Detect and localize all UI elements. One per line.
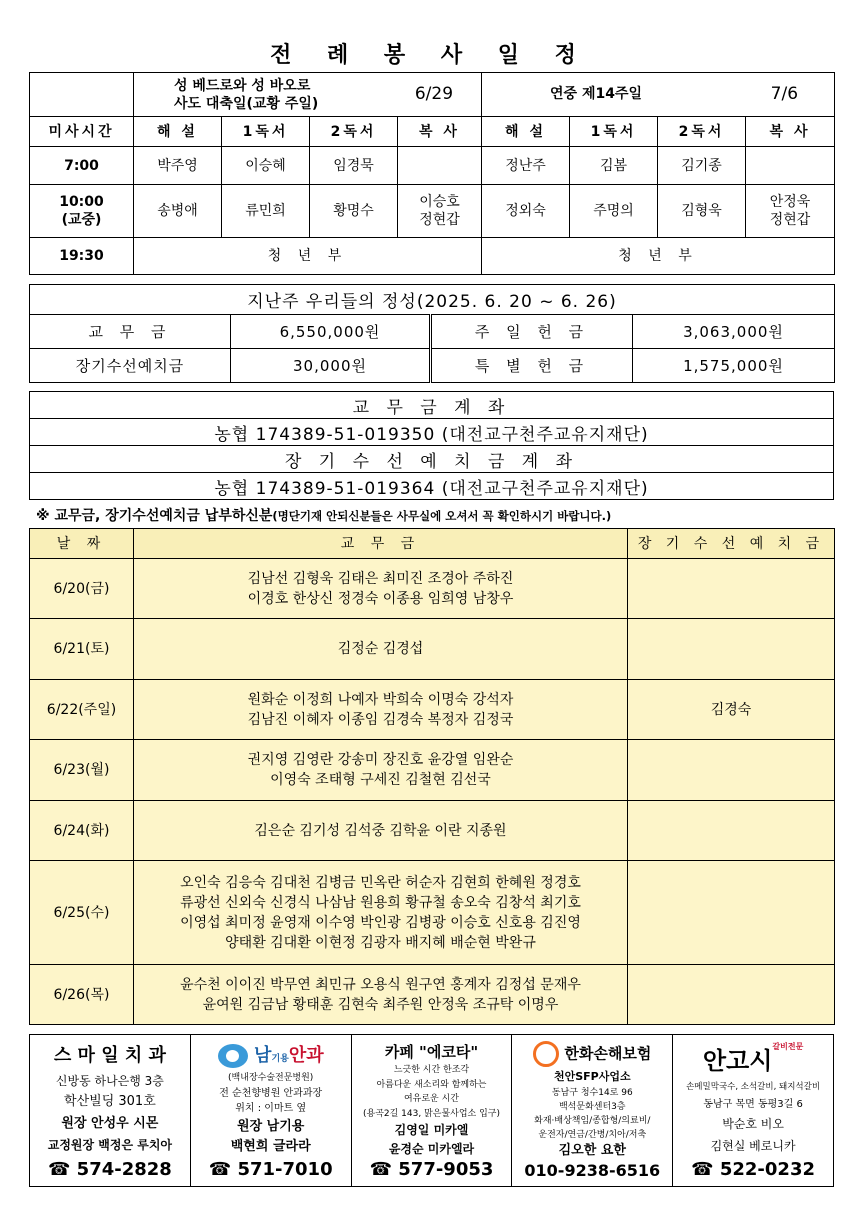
server-name: 이승호 정현갑 — [398, 185, 482, 238]
payment-row — [30, 861, 835, 965]
server-name: 류민희 — [222, 185, 310, 238]
ad-line: 학산빌딩 301호 — [64, 1094, 156, 1110]
server-name: 김형욱 — [658, 185, 746, 238]
ad-smile-dental — [30, 1035, 191, 1186]
schedule-week-row — [30, 73, 835, 117]
ad-line: 교정원장 백정은 루치아 — [47, 1138, 173, 1153]
ad-line: 전 순천향병원 안과과장 — [219, 1087, 323, 1099]
server-name — [398, 147, 482, 185]
ad-angosi-restaurant — [673, 1035, 833, 1186]
offering-value: 1,575,000원 — [633, 349, 835, 383]
week1-name-line2: 사도 대축일(교황 주일) — [174, 95, 319, 112]
youth-group-cell: 청 년 부 — [482, 238, 835, 275]
mass-time: 7:00 — [30, 147, 134, 185]
server-name: 정외숙 — [482, 185, 570, 238]
mass-time-line2: (교중) — [61, 212, 102, 228]
schedule-row — [30, 185, 835, 238]
page-title: 전 례 봉 사 일 정 — [270, 43, 590, 68]
schedule-row — [30, 147, 835, 185]
offering-label: 특 별 헌 금 — [431, 349, 633, 383]
ad-line: 원장 남기용 — [237, 1119, 305, 1135]
header-dues: 교 무 금 — [134, 529, 628, 559]
phone-icon: ☎ — [369, 1158, 392, 1180]
ad-line: 동남구 목면 동평3길 6 — [703, 1098, 803, 1110]
youth-group-cell: 청 년 부 — [134, 238, 482, 275]
ad-nam-eye-clinic — [191, 1035, 352, 1186]
payment-note-main: ※ 교무금, 장기수선예치금 납부하신분 — [36, 508, 273, 524]
header-repair-fund: 장 기 수 선 예 치 금 — [628, 529, 835, 559]
payments-table — [29, 528, 835, 1025]
repair-fund-names — [628, 861, 835, 965]
header-reading2: 2독서 — [310, 117, 398, 147]
offering-value: 3,063,000원 — [633, 315, 835, 349]
account-title: 장 기 수 선 예 치 금 계 좌 — [30, 446, 834, 473]
payment-names — [134, 559, 628, 619]
names-line: 김은순 김기성 김석중 김학윤 이란 지종원 — [254, 822, 507, 839]
ad-name: 스 마 일 치 과 — [53, 1045, 166, 1066]
ad-name: 남기용안과 — [193, 1041, 349, 1068]
ad-hanwha-insurance — [512, 1035, 673, 1186]
eye-logo-icon — [218, 1044, 248, 1068]
offering-row — [30, 315, 835, 349]
repair-fund-names — [628, 740, 835, 801]
names-line: 이영섭 최미정 윤영재 이수영 박인광 김병광 이승호 신호용 김진영 — [180, 914, 581, 931]
header-reading1: 1독서 — [222, 117, 310, 147]
phone-icon: ☎ — [691, 1158, 714, 1180]
names-line: 김정순 김경섭 — [337, 641, 424, 657]
offering-table — [29, 284, 835, 383]
accounts-table — [29, 391, 834, 500]
offering-label: 주 일 헌 금 — [431, 315, 633, 349]
server-name: 정난주 — [482, 147, 570, 185]
ad-phone: ☎ 577-9053 — [369, 1158, 494, 1180]
ad-line: 박순호 비오 — [722, 1117, 784, 1132]
payment-note-sub: (명단기재 안되신분들은 사무실에 오셔서 꼭 확인하시기 바랍니다.) — [272, 509, 612, 523]
ad-line: 화재·배상책임/종합형/의료비/ — [534, 1116, 651, 1126]
names-line: 윤여원 김금남 황태훈 김현숙 최주원 안정욱 조규탁 이명우 — [202, 996, 559, 1013]
payment-row — [30, 559, 835, 619]
empty-cell — [30, 73, 134, 117]
server-name: 박주영 — [134, 147, 222, 185]
ad-line: 윤경순 미카엘라 — [388, 1141, 475, 1156]
header-commentary: 해 설 — [134, 117, 222, 147]
offering-value: 6,550,000원 — [231, 315, 431, 349]
ad-cafe-ecota — [352, 1035, 513, 1186]
server-name: 안정욱 정현갑 — [746, 185, 835, 238]
account-title: 교 무 금 계 좌 — [30, 392, 834, 419]
ad-line: 백현희 글라라 — [230, 1139, 311, 1155]
offering-label: 장기수선예치금 — [30, 349, 231, 383]
week1-name-line1: 성 베드로와 성 바오로 — [174, 77, 311, 94]
names-line: 김남선 김형욱 김태은 최미진 조경아 주하진 — [247, 570, 514, 587]
ad-phone: 010-9238-6516 — [524, 1161, 661, 1180]
week2-cell — [482, 73, 835, 117]
names-line: 오인숙 김응숙 김대천 김병금 민옥란 허순자 김현희 한혜원 정경호 — [180, 874, 581, 891]
ad-name: 안고시$^{갈비전문}$ — [702, 1041, 804, 1075]
names-line: 류광선 신외숙 신경식 나삼남 원용희 황규철 송오숙 김창석 최기호 — [180, 894, 581, 911]
names-line: 이경호 한상신 정경숙 이종용 임희영 남창우 — [247, 590, 514, 607]
header-mass-time: 미사시간 — [30, 117, 134, 147]
repair-fund-names — [628, 801, 835, 861]
header-server: 복 사 — [746, 117, 835, 147]
mass-time: 19:30 — [30, 238, 134, 275]
server-name: 김봄 — [570, 147, 658, 185]
names-line: 권지영 김영란 강송미 장진호 윤강열 임완순 — [247, 752, 514, 768]
offering-value: 30,000원 — [231, 349, 431, 383]
ad-name: 카페 "에코타" — [384, 1043, 479, 1061]
server-name: 황명수 — [310, 185, 398, 238]
payment-row — [30, 801, 835, 861]
sponsor-ads — [29, 1034, 834, 1187]
repair-fund-names — [628, 619, 835, 680]
header-date: 날 짜 — [30, 529, 134, 559]
payment-row — [30, 965, 835, 1025]
payment-date: 6/23(월) — [30, 740, 134, 801]
offering-title: 지난주 우리들의 정성(2025. 6. 20 ~ 6. 26) — [30, 285, 835, 315]
payment-date: 6/24(화) — [30, 801, 134, 861]
server-name: 이승혜 — [222, 147, 310, 185]
week1-date: 6/29 — [414, 84, 454, 104]
repair-fund-names — [628, 965, 835, 1025]
phone-icon: ☎ — [47, 1158, 71, 1180]
payment-names — [134, 619, 628, 680]
header-reading2: 2독서 — [658, 117, 746, 147]
payment-date: 6/20(금) — [30, 559, 134, 619]
ad-name: 한화손해보험 — [514, 1041, 670, 1067]
ad-phone: ☎ 574-2828 — [47, 1158, 172, 1180]
ad-phone: ☎ 522-0232 — [691, 1158, 816, 1180]
hanwha-logo-icon — [533, 1041, 559, 1067]
server-name: 김기종 — [658, 147, 746, 185]
payment-date: 6/25(수) — [30, 861, 134, 965]
ad-line: 김오한 요한 — [558, 1143, 626, 1158]
payment-row — [30, 619, 835, 680]
names-line: 이영숙 조태형 구세진 김철현 김선국 — [270, 772, 491, 788]
phone-icon: ☎ — [208, 1158, 232, 1180]
ad-line: 동남구 청수14로 96 — [551, 1088, 633, 1098]
ad-line: (용곡2길 143, 맑은물사업소 입구) — [362, 1108, 500, 1119]
week2-date: 7/6 — [770, 84, 799, 104]
ad-line: 느긋한 시간 한조각 — [393, 1065, 470, 1076]
ad-line: 여유로운 시간 — [403, 1094, 459, 1105]
account-number: 농협 174389-51-019364 (대전교구천주교유지재단) — [30, 473, 834, 500]
payment-names — [134, 740, 628, 801]
liturgy-schedule-table — [29, 72, 835, 275]
ad-line: (백내장수술전문병원) — [228, 1072, 314, 1083]
payment-row — [30, 740, 835, 801]
names-line: 윤수천 이이진 박무연 최민규 오용식 원구연 홍계자 김정섭 문재우 — [180, 976, 581, 993]
ad-line: 원장 안성우 시몬 — [61, 1115, 159, 1131]
header-commentary: 해 설 — [482, 117, 570, 147]
names-line: 김남진 이혜자 이종임 김경숙 복정자 김정국 — [247, 711, 514, 728]
payment-date: 6/22(주일) — [30, 680, 134, 740]
ad-line: 천안SFP사업소 — [553, 1070, 631, 1083]
payment-row — [30, 680, 835, 740]
server-name: 송병애 — [134, 185, 222, 238]
payment-date: 6/21(토) — [30, 619, 134, 680]
server-name — [746, 147, 835, 185]
week1-cell — [134, 73, 482, 117]
schedule-header-row — [30, 117, 835, 147]
ad-line: 손메밀막국수, 소석갈비, 돼지석갈비 — [686, 1082, 821, 1093]
payment-names — [134, 965, 628, 1025]
ad-line: 신방동 하나은행 3층 — [55, 1073, 164, 1088]
header-reading1: 1독서 — [570, 117, 658, 147]
names-line: 양태환 김대환 이현정 김광자 배지혜 배순현 박완규 — [225, 934, 536, 951]
payment-names — [134, 801, 628, 861]
header-server: 복 사 — [398, 117, 482, 147]
ad-line: 운전자/연금/간병/치아/저축 — [538, 1130, 647, 1140]
payment-names — [134, 861, 628, 965]
payment-date: 6/26(목) — [30, 965, 134, 1025]
schedule-row — [30, 238, 835, 275]
offering-row — [30, 349, 835, 383]
ad-line: 위치 : 이마트 옆 — [235, 1103, 307, 1115]
names-line: 원화순 이정희 나예자 박희숙 이명숙 강석자 — [247, 691, 514, 708]
week2-name: 연중 제14주일 — [550, 86, 642, 102]
offering-label: 교 무 금 — [30, 315, 231, 349]
repair-fund-names — [628, 559, 835, 619]
server-name: 임경묵 — [310, 147, 398, 185]
account-number: 농협 174389-51-019350 (대전교구천주교유지재단) — [30, 419, 834, 446]
ad-line: 김영일 미카엘 — [394, 1123, 469, 1138]
ad-line: 백석문화센터3층 — [558, 1102, 626, 1112]
ad-phone: ☎ 571-7010 — [208, 1158, 333, 1180]
mass-time — [30, 185, 134, 238]
mass-time-line1: 10:00 — [59, 194, 104, 210]
ad-line: 김현실 베로니카 — [710, 1138, 796, 1153]
server-name: 주명의 — [570, 185, 658, 238]
ad-line: 아름다운 새소리와 함께하는 — [376, 1079, 487, 1090]
payments-header-row — [30, 529, 835, 559]
payment-note — [36, 505, 611, 525]
repair-fund-names: 김경숙 — [628, 680, 835, 740]
payment-names — [134, 680, 628, 740]
